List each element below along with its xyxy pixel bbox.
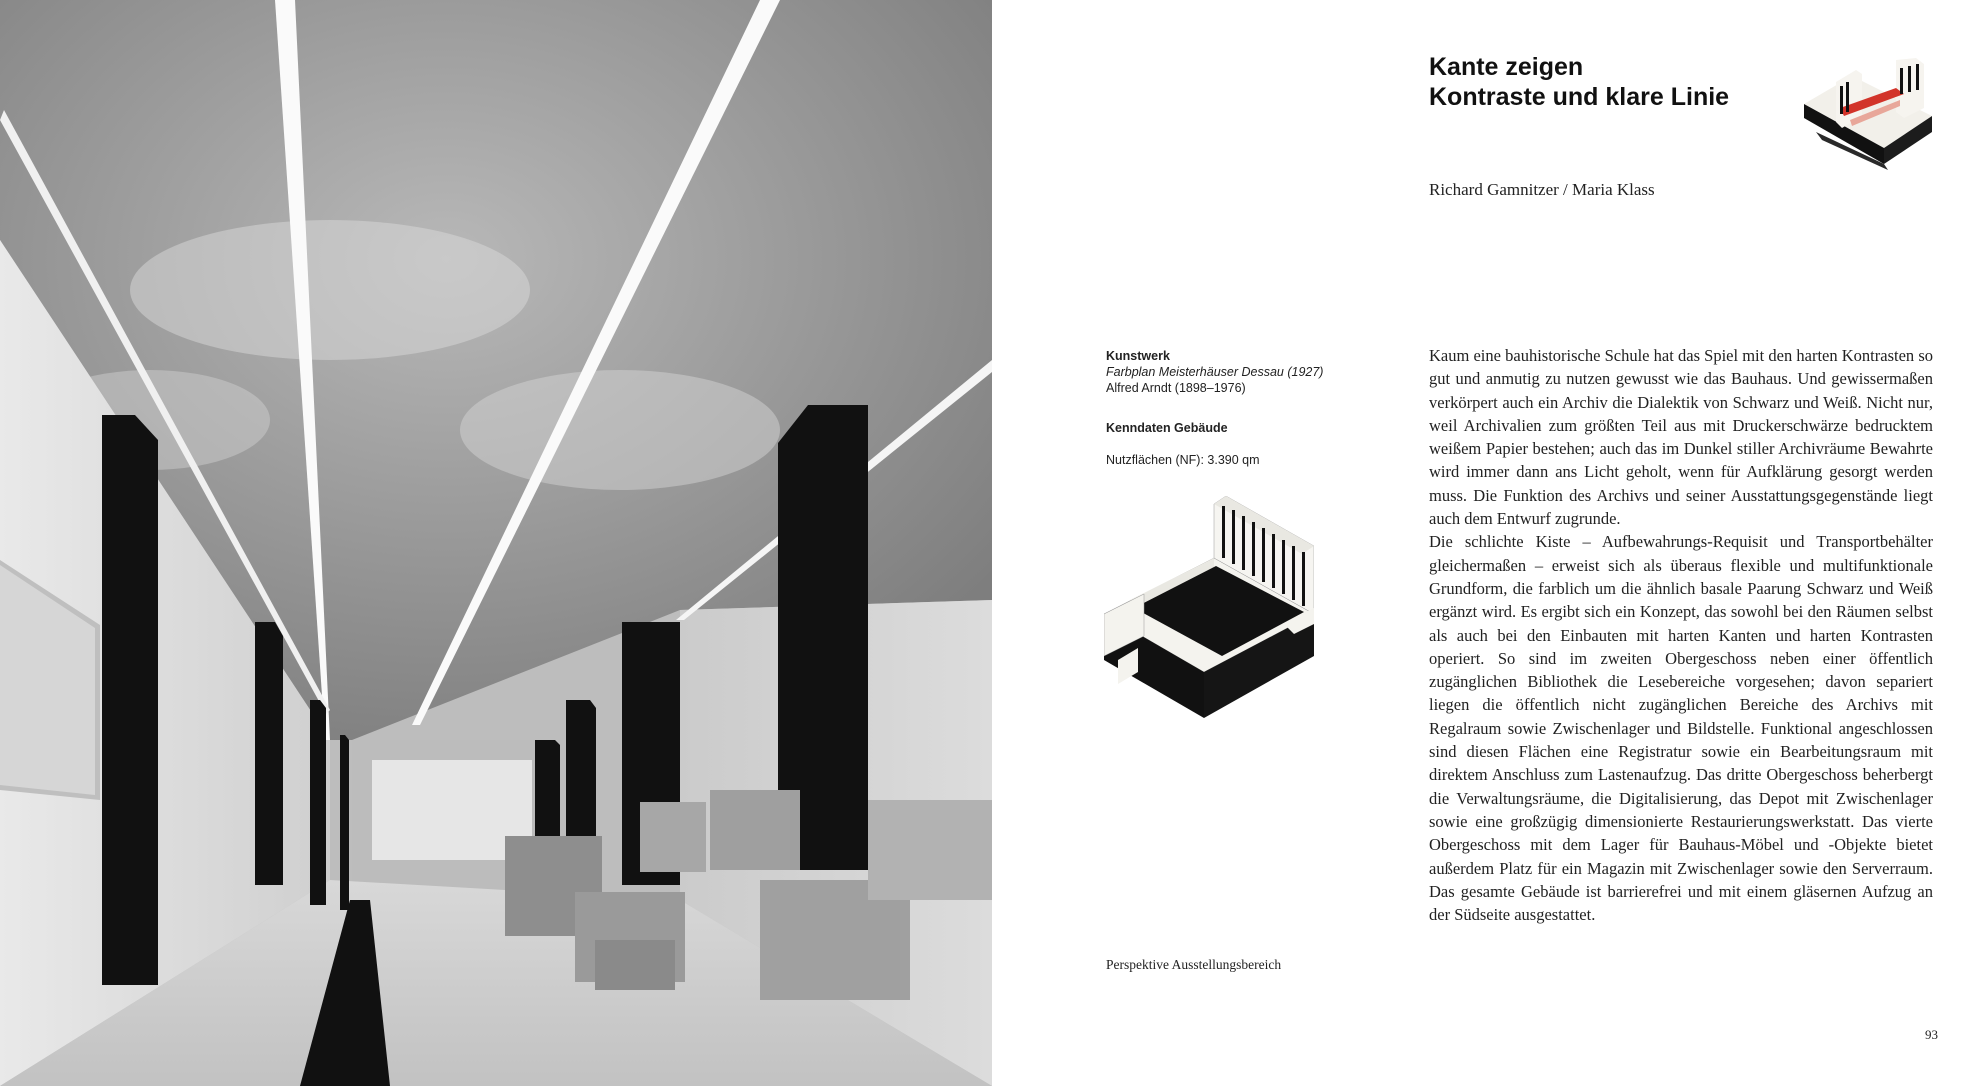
artwork-title: Farbplan Meisterhäuser Dessau (1927) bbox=[1106, 365, 1324, 379]
article-title: Kante zeigen bbox=[1429, 53, 1584, 81]
article-subtitle: Kontraste und klare Linie bbox=[1429, 83, 1730, 111]
body-paragraph: Die schlichte Kiste – Aufbewahrungs-Requisit und Transportbehälter gleichermaßen – erweist sich als überaus flexible und multifunktionale Grundform, die farblich um die ähnlich basale Paarung Schwarz und Weiß ergänzt wird. Es ergibt sich ein Konzept, das sowohl bei den Räumen selbst als auch bei den Einbauten mit harten Kanten und harten Kontrasten operiert. So sind im zweiten Obergeschoss neben einer öffentlich zugänglichen Bibliothek die Lesebereiche vorgesehen; davon separiert liegen die öffentlich nicht zugänglichen Bereiche des Archivs mit Regalraum sowie Zwischenlager und Bildstelle. Funktional angeschlossen sind diesen Flächen eine Registratur sowie ein Bearbeitungsraum mit direktem Anschluss zum Lastenaufzug. Das dritte Obergeschoss beherbergt die Verwaltungsräume, die Digitalisierung, das Depot mit Zwischenlager sowie eine großzügig dimensionierte Restaurierungswerkstatt. Das vierte Obergeschoss mit dem Lager für Bauhaus-Möbel und -Objekte bietet außerdem Platz für ein Magazin mit Zwischenlager sowie den Serverraum. Das gesamte Gebäude ist barrierefrei und mit einem gläsernen Aufzug an der Südseite ausgestattet. bbox=[1429, 532, 1933, 925]
authors: Richard Gamnitzer / Maria Klass bbox=[1429, 180, 1655, 199]
right-page bbox=[992, 0, 1984, 1086]
artwork-label: Kunstwerk bbox=[1106, 349, 1170, 363]
image-caption: Perspektive Ausstellungsbereich bbox=[1106, 957, 1282, 972]
sidebar-metadata bbox=[1106, 348, 1366, 468]
body-paragraph: Kaum eine bauhistorische Schule hat das Spiel mit den harten Kontrasten so gut und anmutig zu nutzen gewusst wie das Bauhaus. Und gewissermaßen verkörpert auch ein Archiv die Dialektik von Schwarz und Weiß. Nicht nur, weil Archivalien zum größten Teil aus mit Druckerschwärze bedrucktem weißem Papier bestehen; auch das im Dunkel stiller Archivräume Bewahrte wird immer dann ans Licht geholt, wenn für Aufklärung gesorgt werden muss. Die Funktion des Archivs und seiner Ausstattungsgegenstände liegt auch dem Entwurf zugrunde. bbox=[1429, 346, 1933, 529]
building-area: Nutzflächen (NF): 3.390 qm bbox=[1106, 453, 1260, 467]
artwork-artist: Alfred Arndt (1898–1976) bbox=[1106, 381, 1246, 395]
isometric-building-drawing bbox=[1104, 496, 1314, 718]
building-data-label: Kenndaten Gebäude bbox=[1106, 421, 1228, 435]
color-plan-building-thumbnail bbox=[1800, 56, 1936, 170]
page-number: 93 bbox=[1925, 1027, 1938, 1042]
body-text bbox=[1429, 344, 1933, 926]
